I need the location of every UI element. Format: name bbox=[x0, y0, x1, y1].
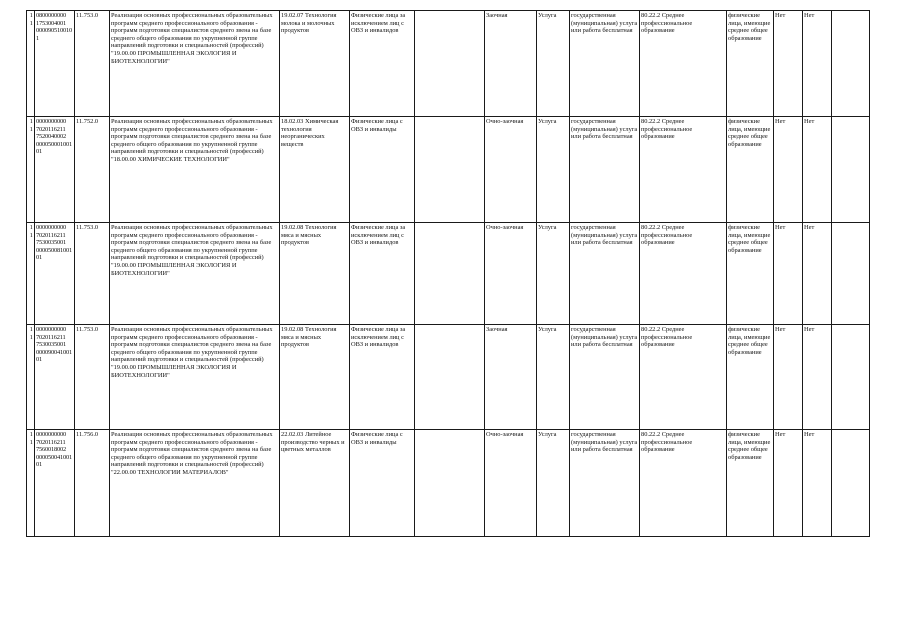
flag-cell: Нет bbox=[774, 430, 803, 537]
blank-cell bbox=[415, 11, 485, 117]
service-name: Реализация основных профессиональных образовательных программ среднего профессионального образования - программ подготовки специалистов среднего звена на базе среднего общего образования по укрупненной группе направлений подготовки и специальностей (профессий) "22.00.00 ТЕХНОЛОГИИ МАТЕРИАЛОВ" bbox=[110, 430, 280, 537]
blank-cell bbox=[832, 117, 870, 223]
registry-sheet bbox=[26, 10, 869, 537]
okved-code: 80.22.2 Среднее профессиональное образование bbox=[640, 223, 727, 325]
study-form: Очно-заочная bbox=[485, 117, 537, 223]
row-number: 11 bbox=[27, 430, 35, 537]
blank-cell bbox=[832, 430, 870, 537]
table-row bbox=[27, 117, 870, 223]
flag-cell: Нет bbox=[774, 117, 803, 223]
service-type: Услуга bbox=[537, 325, 570, 430]
row-number: 11 bbox=[27, 117, 35, 223]
registry-code: 0800000000 1753004001 0000905100101 bbox=[35, 11, 75, 117]
blank-cell bbox=[415, 117, 485, 223]
registry-code: 0000000000 7020116211 7520040002 00005000100101 bbox=[35, 117, 75, 223]
service-subcode: 11.753.0 bbox=[75, 325, 110, 430]
row-number: 11 bbox=[27, 11, 35, 117]
service-name: Реализация основных профессиональных образовательных программ среднего профессионального образования - программ подготовки специалистов среднего звена на базе среднего общего образования по укрупненной группе направлений подготовки и специальностей (профессий) "19.00.00 ПРОМЫШЛЕННАЯ ЭКОЛОГИЯ И БИОТЕХНОЛОГИИ" bbox=[110, 325, 280, 430]
service-consumers: физические лица, имеющие среднее общее образование bbox=[727, 430, 774, 537]
service-type: Услуга bbox=[537, 223, 570, 325]
service-type: Услуга bbox=[537, 117, 570, 223]
flag-cell: Нет bbox=[803, 223, 832, 325]
study-form: Очно-заочная bbox=[485, 223, 537, 325]
table-row bbox=[27, 325, 870, 430]
consumer-category: Физические лица с ОВЗ и инвалиды bbox=[350, 430, 415, 537]
blank-cell bbox=[832, 223, 870, 325]
blank-cell bbox=[415, 223, 485, 325]
blank-cell bbox=[415, 430, 485, 537]
consumer-category: Физические лица за исключением лиц с ОВЗ и инвалидов bbox=[350, 325, 415, 430]
specialty: 19.02.07 Технология молока и молочных продуктов bbox=[280, 11, 350, 117]
row-number: 11 bbox=[27, 223, 35, 325]
service-type: Услуга bbox=[537, 430, 570, 537]
service-name: Реализация основных профессиональных образовательных программ среднего профессионального образования - программ подготовки специалистов среднего звена на базе среднего общего образования по укрупненной группе направлений подготовки и специальностей (профессий) "18.00.00 ХИМИЧЕСКИЕ ТЕХНОЛОГИИ" bbox=[110, 117, 280, 223]
consumer-category: Физические лица за исключением лиц с ОВЗ и инвалидов bbox=[350, 11, 415, 117]
service-consumers: физические лица, имеющие среднее общее образование bbox=[727, 325, 774, 430]
service-name: Реализация основных профессиональных образовательных программ среднего профессионального образования - программ подготовки специалистов среднего звена на базе среднего общего образования по укрупненной группе направлений подготовки и специальностей (профессий) "19.00.00 ПРОМЫШЛЕННАЯ ЭКОЛОГИЯ И БИОТЕХНОЛОГИИ" bbox=[110, 223, 280, 325]
consumer-category: Физические лица с ОВЗ и инвалиды bbox=[350, 117, 415, 223]
table-body bbox=[27, 11, 870, 537]
service-name: Реализация основных профессиональных образовательных программ среднего профессионального образования - программ подготовки специалистов среднего звена на базе среднего общего образования по укрупненной группе направлений подготовки и специальностей (профессий) "19.00.00 ПРОМЫШЛЕННАЯ ЭКОЛОГИЯ И БИОТЕХНОЛОГИИ" bbox=[110, 11, 280, 117]
service-subcode: 11.752.0 bbox=[75, 117, 110, 223]
payment-status: государственная (муниципальная) услуга или работа бесплатная bbox=[570, 430, 640, 537]
flag-cell: Нет bbox=[803, 11, 832, 117]
blank-cell bbox=[415, 325, 485, 430]
payment-status: государственная (муниципальная) услуга или работа бесплатная bbox=[570, 223, 640, 325]
flag-cell: Нет bbox=[774, 325, 803, 430]
flag-cell: Нет bbox=[803, 117, 832, 223]
okved-code: 80.22.2 Среднее профессиональное образование bbox=[640, 117, 727, 223]
specialty: 18.02.03 Химическая технология неорганических веществ bbox=[280, 117, 350, 223]
registry-code: 0000000000 7020116211 7530035001 00005008100101 bbox=[35, 223, 75, 325]
payment-status: государственная (муниципальная) услуга или работа бесплатная bbox=[570, 325, 640, 430]
okved-code: 80.22.2 Среднее профессиональное образование bbox=[640, 430, 727, 537]
flag-cell: Нет bbox=[803, 325, 832, 430]
flag-cell: Нет bbox=[803, 430, 832, 537]
okved-code: 80.22.2 Среднее профессиональное образование bbox=[640, 325, 727, 430]
study-form: Очно-заочная bbox=[485, 430, 537, 537]
service-subcode: 11.756.0 bbox=[75, 430, 110, 537]
blank-cell bbox=[832, 325, 870, 430]
study-form: Заочная bbox=[485, 325, 537, 430]
table-row bbox=[27, 223, 870, 325]
service-consumers: физические лица, имеющие среднее общее образование bbox=[727, 223, 774, 325]
services-registry-table bbox=[26, 10, 870, 537]
payment-status: государственная (муниципальная) услуга или работа бесплатная bbox=[570, 11, 640, 117]
service-subcode: 11.753.0 bbox=[75, 11, 110, 117]
service-type: Услуга bbox=[537, 11, 570, 117]
table-row bbox=[27, 11, 870, 117]
registry-code: 0000000000 7020116211 7560018002 00005004100101 bbox=[35, 430, 75, 537]
service-subcode: 11.753.0 bbox=[75, 223, 110, 325]
specialty: 22.02.03 Литейное производство черных и цветных металлов bbox=[280, 430, 350, 537]
registry-code: 0000000000 7020116211 7530035001 00009004100101 bbox=[35, 325, 75, 430]
specialty: 19.02.08 Технология мяса и мясных продуктов bbox=[280, 223, 350, 325]
study-form: Заочная bbox=[485, 11, 537, 117]
consumer-category: Физические лица за исключением лиц с ОВЗ и инвалидов bbox=[350, 223, 415, 325]
flag-cell: Нет bbox=[774, 223, 803, 325]
flag-cell: Нет bbox=[774, 11, 803, 117]
specialty: 19.02.08 Технология мяса и мясных продуктов bbox=[280, 325, 350, 430]
service-consumers: физические лица, имеющие среднее общее образование bbox=[727, 11, 774, 117]
payment-status: государственная (муниципальная) услуга или работа бесплатная bbox=[570, 117, 640, 223]
table-row bbox=[27, 430, 870, 537]
service-consumers: физические лица, имеющие среднее общее образование bbox=[727, 117, 774, 223]
blank-cell bbox=[832, 11, 870, 117]
row-number: 11 bbox=[27, 325, 35, 430]
okved-code: 80.22.2 Среднее профессиональное образование bbox=[640, 11, 727, 117]
